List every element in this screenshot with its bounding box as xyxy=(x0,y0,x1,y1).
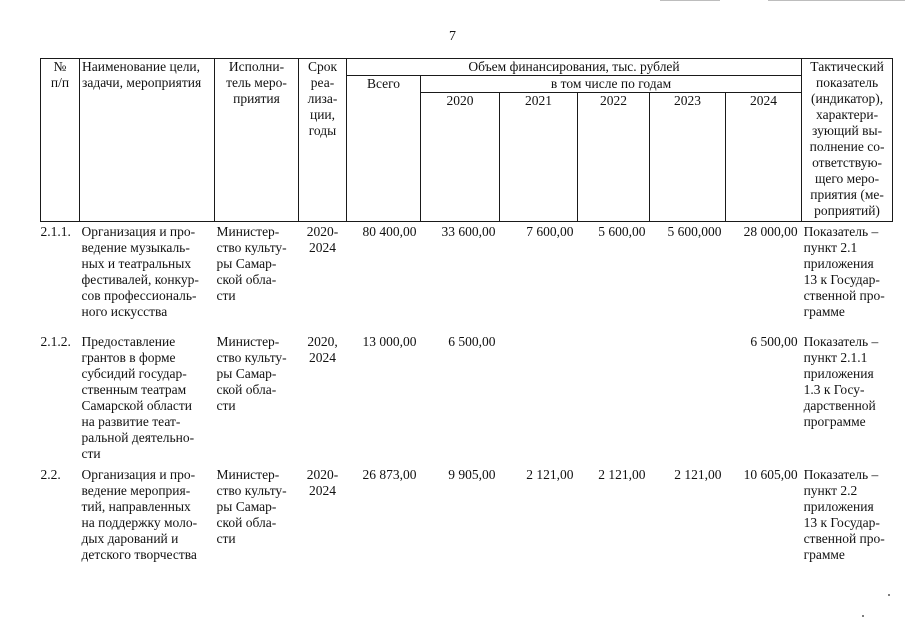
row-total: 13 000,00 xyxy=(362,334,417,349)
row-amount-2023: 5 600,000 xyxy=(667,224,722,239)
header-year-2023: 2023 xyxy=(650,93,726,222)
row-term: 2020, 2024 xyxy=(307,334,338,365)
row-indicator: Показатель – пункт 2.2 приложения 13 к Государ- ственной про- грамме xyxy=(803,467,885,562)
row-activity-name: Организация и про- ведение музыкаль- ных и театральных фестивалей, конкур- сов профессиональ- ного искусства xyxy=(81,224,199,319)
row-activity-name: Организация и про- ведение мероприя- тий, направленных на поддержку моло- дых дарований и детского творчества xyxy=(81,467,198,562)
row-executor: Министер- ство культу- ры Самар- ской обла- сти xyxy=(216,334,287,413)
header-executor: Исполни- тель меро- приятия xyxy=(215,59,299,222)
row-executor: Министер- ство культу- ры Самар- ской обла- сти xyxy=(216,467,287,546)
header-year-2020: 2020 xyxy=(421,93,500,222)
row-amount-2022: 2 121,00 xyxy=(598,467,646,482)
header-total: Всего xyxy=(347,76,421,222)
header-year-2022: 2022 xyxy=(578,93,650,222)
header-funding: Объем финансирования, тыс. рублей xyxy=(347,59,802,76)
row-amount-2023: 2 121,00 xyxy=(674,467,722,482)
row-indicator: Показатель – пункт 2.1 приложения 13 к Государ- ственной про- грамме xyxy=(803,224,885,319)
scan-edge-line xyxy=(768,0,905,1)
table-row xyxy=(41,222,893,331)
row-amount-2024: 28 000,00 xyxy=(743,224,798,239)
row-executor: Министер- ство культу- ры Самар- ской обла- сти xyxy=(216,224,287,303)
row-amount-2021 xyxy=(500,330,578,462)
row-amount-2020: 33 600,00 xyxy=(441,224,496,239)
table-row xyxy=(41,462,893,563)
header-indicator: Тактический показатель (индикатор), характери- зующий вы- полнение со- ответствую- щего меро- приятия (ме- роприятий) xyxy=(802,59,893,222)
scan-speck xyxy=(888,594,890,596)
header-num: № п/п xyxy=(41,59,80,222)
row-amount-2022 xyxy=(578,330,650,462)
row-number: 2.1.1. xyxy=(40,224,71,239)
header-year-2024: 2024 xyxy=(726,93,802,222)
row-amount-2023 xyxy=(650,330,726,462)
row-amount-2024: 10 605,00 xyxy=(743,467,798,482)
row-amount-2020: 6 500,00 xyxy=(448,334,496,349)
row-total: 80 400,00 xyxy=(362,224,417,239)
header-name: Наименование цели, задачи, мероприятия xyxy=(80,59,215,222)
funding-table xyxy=(40,58,893,563)
row-number: 2.2. xyxy=(40,467,61,482)
header-by-years: в том числе по годам xyxy=(421,76,802,93)
scan-speck xyxy=(862,615,864,617)
row-amount-2020: 9 905,00 xyxy=(448,467,496,482)
header-year-2021: 2021 xyxy=(500,93,578,222)
row-amount-2024: 6 500,00 xyxy=(750,334,798,349)
scan-edge-line xyxy=(660,0,720,1)
row-amount-2021: 2 121,00 xyxy=(526,467,574,482)
page-number: 7 xyxy=(449,29,456,44)
header-term: Срок реа- лиза- ции, годы xyxy=(299,59,347,222)
row-term: 2020- 2024 xyxy=(306,467,339,498)
row-amount-2021: 7 600,00 xyxy=(526,224,574,239)
row-total: 26 873,00 xyxy=(362,467,417,482)
row-activity-name: Предоставление грантов в форме субсидий государ- ственным театрам Самарской области на развитие теат- ральной деятельно- сти xyxy=(81,334,195,461)
table-row xyxy=(41,330,893,462)
row-term: 2020- 2024 xyxy=(306,224,339,255)
row-indicator: Показатель – пункт 2.1.1 приложения 1.3 к Госу- дарственной программе xyxy=(803,334,879,429)
row-number: 2.1.2. xyxy=(40,334,71,349)
row-amount-2022: 5 600,00 xyxy=(598,224,646,239)
